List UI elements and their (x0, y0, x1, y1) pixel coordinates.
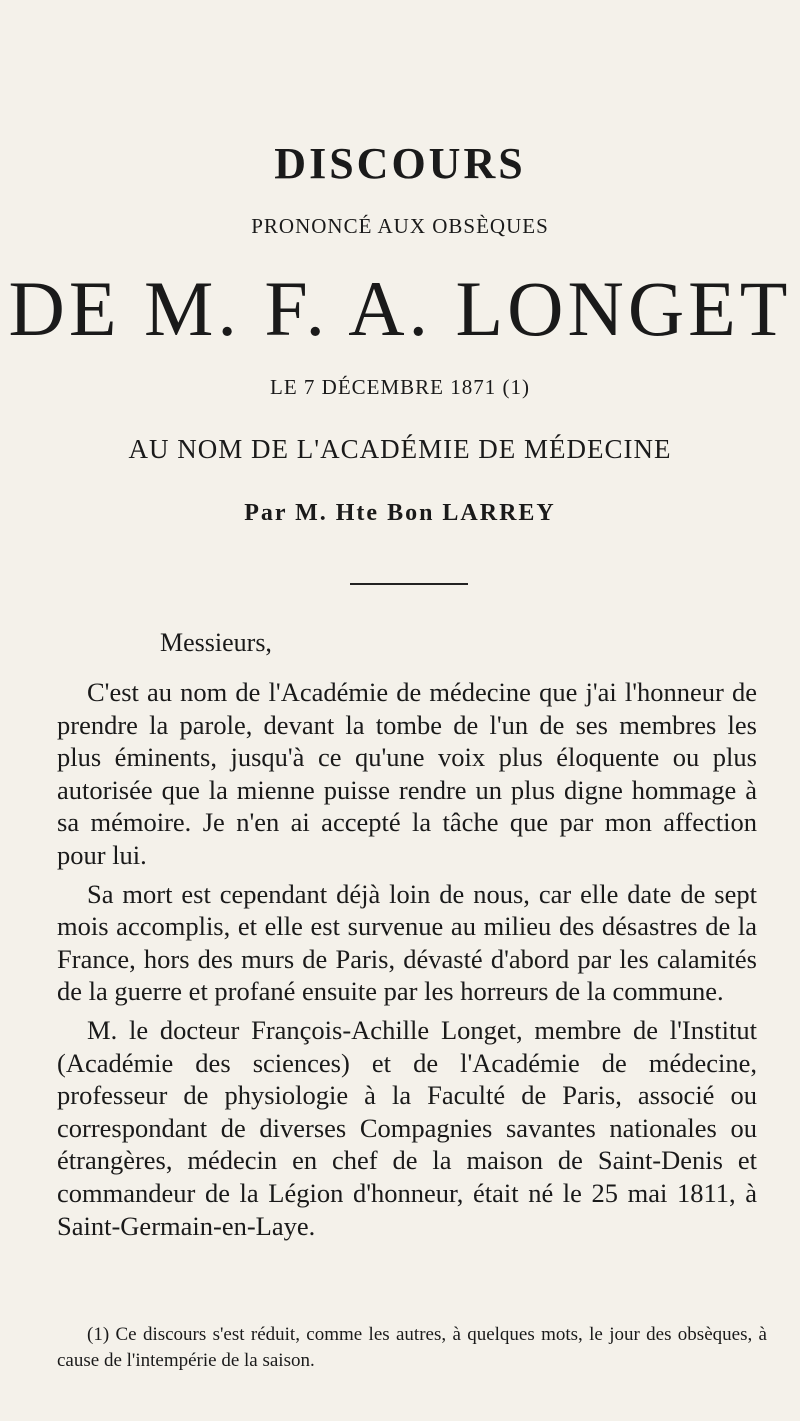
date-line: LE 7 DÉCEMBRE 1871 (1) (270, 375, 530, 399)
title-discours: DISCOURS (274, 139, 526, 188)
divider-rule (350, 583, 468, 585)
title-longet: DE M. F. A. LONGET (8, 265, 792, 352)
subtitle-prononce: PRONONCÉ AUX OBSÈQUES (251, 214, 549, 238)
paragraph: M. le docteur François-Achille Longet, membre de l'Institut (Académie des sciences) et de l'Académie de médecine, professeur de physiologie à la Faculté de Paris, associé ou correspondant de diverses Compagnies savantes nationales ou étrangères, médecin en chef de la maison de Saint-Denis et commandeur de la Légion d'honneur, était né le 25 mai 1811, à Saint-Germain-en-Laye. (57, 1014, 757, 1241)
paragraph: Sa mort est cependant déjà loin de nous, car elle date de sept mois accomplis, et elle est survenue au milieu des désastres de la France, hors des murs de Paris, dévasté d'abord par les calamités de la guerre et profané ensuite par les horreurs de la commune. (57, 878, 757, 1007)
academy-line: AU NOM DE L'ACADÉMIE DE MÉDECINE (128, 434, 672, 464)
author-line: Par M. Hte Bon LARREY (244, 500, 556, 526)
footnote: (1) Ce discours s'est réduit, comme les autres, à quelques mots, le jour des obsèques, à cause de l'intempérie de la saison. (57, 1324, 767, 1371)
body-text (57, 676, 757, 1248)
salutation: Messieurs, (160, 628, 272, 657)
paragraph: C'est au nom de l'Académie de médecine que j'ai l'honneur de prendre la parole, devant la tombe de l'un de ses membres les plus éminents, jusqu'à ce qu'une voix plus éloquente ou plus autorisée que la mienne puisse rendre un plus digne hommage à sa mémoire. Je n'en ai accepté la tâche que par mon affection pour lui. (57, 677, 757, 870)
